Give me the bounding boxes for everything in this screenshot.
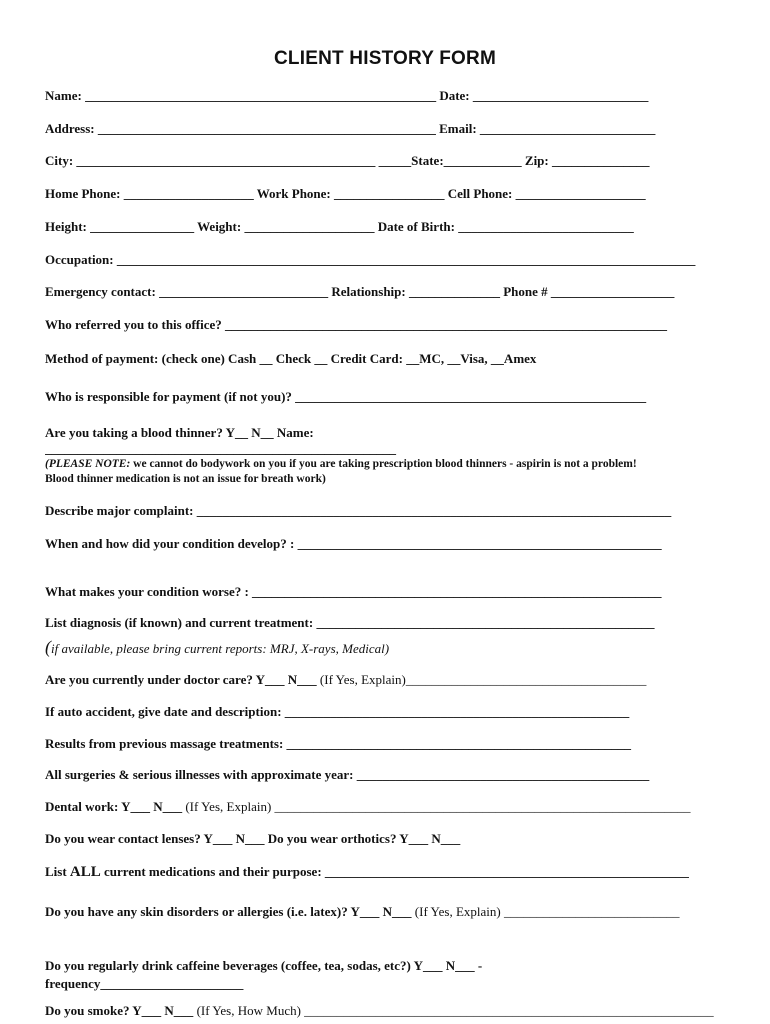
meds-all: ALL <box>69 864 101 880</box>
occupation-line[interactable]: Occupation: _________________________________________________________________________________________ <box>45 252 696 267</box>
auto-accident-line[interactable]: If auto accident, give date and description: _____________________________________________________ <box>45 704 630 719</box>
reports-paren: ( <box>45 637 51 657</box>
payment-method-line[interactable]: Method of payment: (check one) Cash __ Check __ Credit Card: __MC, __Visa, __Amex <box>45 351 537 366</box>
massage-results-line[interactable]: Results from previous massage treatments: _____________________________________________________ <box>45 736 632 751</box>
diagnosis-line[interactable]: List diagnosis (if known) and current treatment: ____________________________________________________ <box>45 615 655 630</box>
skin-disorders-line[interactable] <box>45 904 725 920</box>
dental-work-explain[interactable]: (If Yes, Explain) ________________________________________________________________ <box>182 799 691 814</box>
smoke-explain[interactable]: (If Yes, How Much) _______________________________________________________________ <box>193 1003 714 1018</box>
caffeine-frequency-line[interactable]: frequency______________________ <box>45 976 244 991</box>
payment-responsible-line[interactable]: Who is responsible for payment (if not you)? ______________________________________________________ <box>45 389 647 404</box>
skin-question: y skin disorders or allergies (i.e. latex)? Y___ N___ <box>130 904 412 919</box>
medications-line[interactable] <box>45 863 725 881</box>
blood-thinner-note <box>45 457 725 471</box>
form-title: CLIENT HISTORY FORM <box>274 48 496 69</box>
note-rest: we cannot do bodywork on you if you are taking prescription blood thinners - aspirin is not a problem! <box>130 458 637 470</box>
dental-work-line[interactable] <box>45 799 725 815</box>
doctor-care-line[interactable] <box>45 672 725 688</box>
caffeine-line[interactable]: Do you regularly drink caffeine beverages (coffee, tea, sodas, etc?) Y___ N___ - <box>45 958 483 973</box>
height-weight-dob-line[interactable]: Height: ________________ Weight: ____________________ Date of Birth: ___________________________ <box>45 219 634 234</box>
doctor-care-explain[interactable]: (If Yes, Explain)_____________________________________ <box>316 672 647 687</box>
emergency-contact-line[interactable]: Emergency contact: __________________________ Relationship: ______________ Phone # ___________________ <box>45 284 675 299</box>
reports-text: if available, please bring current reports: MRJ, X-rays, Medical) <box>51 641 390 656</box>
smoke-question: Do you smoke? Y___ N___ <box>45 1003 194 1018</box>
address-email-line[interactable]: Address: ____________________________________________________ Email: ___________________________ <box>45 121 656 136</box>
name-date-line[interactable]: Name: ______________________________________________________ Date: ___________________________ <box>45 88 649 103</box>
city-state-zip-line[interactable]: City: ______________________________________________ _____State:____________ Zip: _______________ <box>45 153 650 168</box>
surgeries-line[interactable]: All surgeries & serious illnesses with approximate year: _____________________________________________ <box>45 767 650 782</box>
skin-explain[interactable]: (If Yes, Explain) ___________________________ <box>411 904 680 919</box>
blood-thinner-name-blank[interactable]: ______________________________________________________ <box>45 441 396 456</box>
blood-thinner-note-line2: Blood thinner medication is not an issue for breath work) <box>45 473 326 485</box>
lenses-orthotics-line[interactable]: Do you wear contact lenses? Y___ N___ Do you wear orthotics? Y___ N___ <box>45 831 461 846</box>
major-complaint-line[interactable]: Describe major complaint: _________________________________________________________________________ <box>45 503 672 518</box>
reports-note <box>45 637 725 659</box>
meds-rest[interactable]: current medications and their purpose: ________________________________________________________ <box>100 864 689 879</box>
blood-thinner-line[interactable]: Are you taking a blood thinner? Y__ N__ Name: <box>45 425 314 440</box>
condition-worse-line[interactable]: What makes your condition worse? : _______________________________________________________________ <box>45 584 662 599</box>
dental-work-question: Dental work: Y___ N___ <box>45 799 183 814</box>
smoke-line[interactable] <box>45 1003 725 1019</box>
condition-develop-line[interactable]: When and how did your condition develop? : ________________________________________________________ <box>45 536 662 551</box>
skin-lead: Do you have an <box>45 904 131 919</box>
note-lead: (PLEASE NOTE: <box>45 458 131 470</box>
meds-lead: List <box>45 864 70 879</box>
referred-by-line[interactable]: Who referred you to this office? ____________________________________________________________________ <box>45 317 668 332</box>
phones-line[interactable]: Home Phone: ____________________ Work Phone: _________________ Cell Phone: ____________________ <box>45 186 646 201</box>
doctor-care-question: Are you currently under doctor care? Y___ N___ <box>45 672 317 687</box>
